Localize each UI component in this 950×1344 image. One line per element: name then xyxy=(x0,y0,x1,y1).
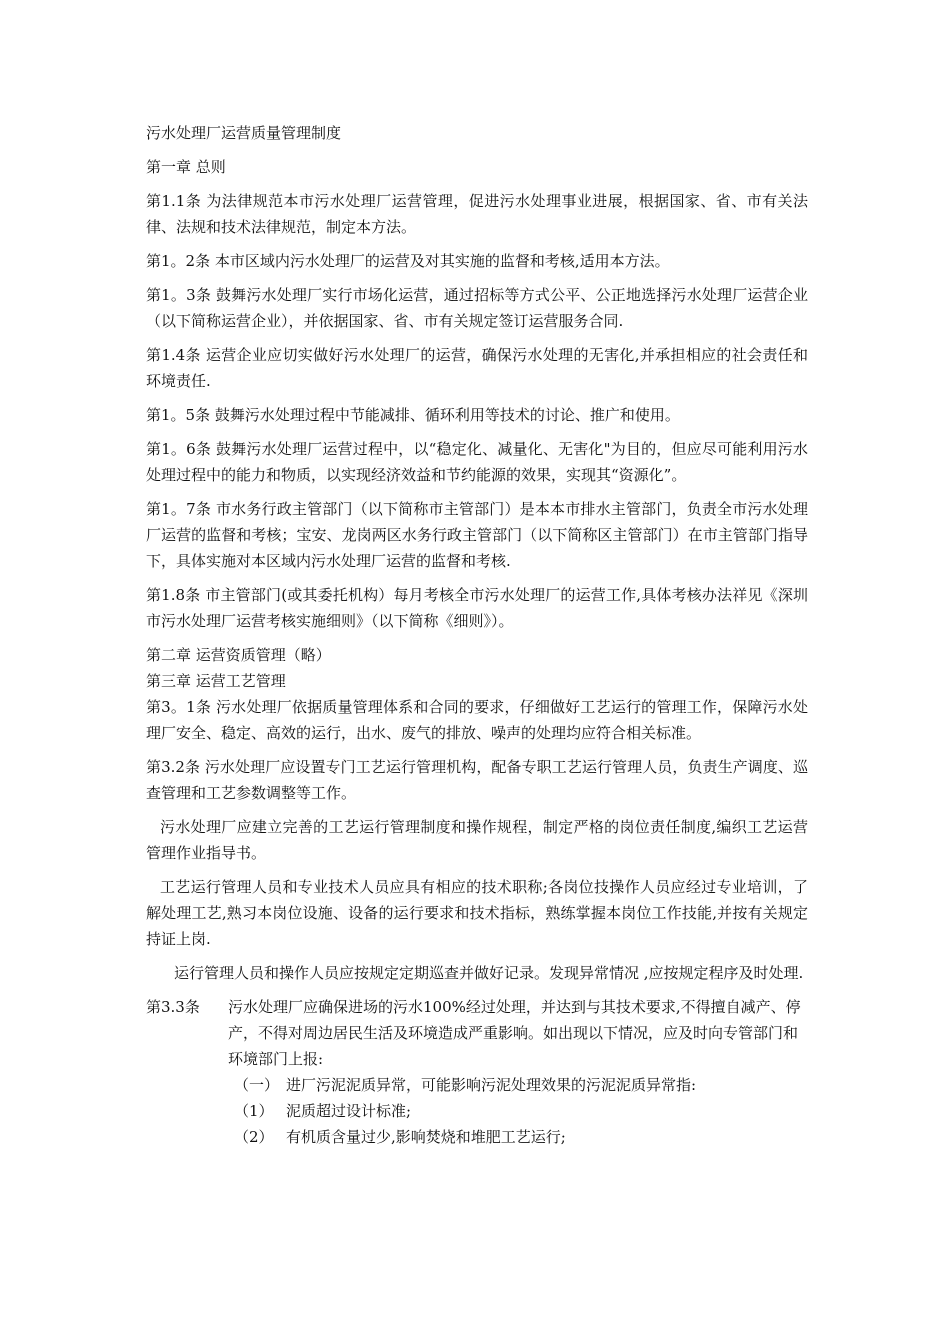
article-3-1: 第3。1条 污水处理厂依据质量管理体系和合同的要求，仔细做好工艺运行的管理工作，保障污水处理厂安全、稳定、高效的运行，出水、废气的排放、噪声的处理均应符合相关标准。 xyxy=(146,698,808,742)
list-item-text: 泥质超过设计标准; xyxy=(286,1102,412,1120)
list-item xyxy=(228,1098,808,1124)
list-item xyxy=(228,1124,808,1150)
article-1-2: 第1。2条 本市区域内污水处理厂的运营及对其实施的监督和考核,适用本方法。 xyxy=(146,252,670,270)
article-1-6: 第1。6条 鼓舞污水处理厂运营过程中，以“稳定化、减量化、无害化"为目的，但应尽可能利用污水处理过程中的能力和物质，以实现经济效益和节约能源的效果，实现其“资源化”。 xyxy=(146,440,808,484)
list-item-text: 有机质含量过少,影响焚烧和堆肥工艺运行; xyxy=(286,1128,566,1146)
chapter-heading-1: 第一章 总则 xyxy=(146,158,226,176)
list-item-number: （1） xyxy=(234,1102,274,1120)
article-3-3-text: 污水处理厂应确保进场的污水100%经过处理，并达到与其技术要求,不得擅自减产、停产，不得对周边居民生活及环境造成严重影响。如出现以下情况，应及时向专管部门和环境部门上报: xyxy=(228,998,801,1068)
article-3-2-paragraph-a: 污水处理厂应建立完善的工艺运行管理制度和操作规程，制定严格的岗位责任制度,编织工艺运营管理作业指导书。 xyxy=(146,818,808,862)
chapter-heading-2: 第二章 运营资质管理（略） xyxy=(146,646,331,664)
list-item-text: 进厂污泥泥质异常，可能影响污泥处理效果的污泥泥质异常指: xyxy=(286,1076,697,1094)
article-1-3: 第1。3条 鼓舞污水处理厂实行市场化运营，通过招标等方式公平、公正地选择污水处理厂运营企业（以下简称运营企业），并依据国家、省、市有关规定签订运营服务合同. xyxy=(146,286,808,330)
list-item-number: （2） xyxy=(234,1128,274,1146)
list-item-number: （一） xyxy=(234,1076,280,1094)
article-1-7: 第1。7条 市水务行政主管部门（以下简称市主管部门）是本本市排水主管部门，负责全市污水处理厂运营的监督和考核；宝安、龙岗两区水务行政主管部门（以下简称区主管部门）在市主管部门指导下，具体实施对本区域内污水处理厂运营的监督和考核. xyxy=(146,500,808,570)
article-1-1: 第1.1条 为法律规范本市污水处理厂运营管理，促进污水处理事业进展，根据国家、省、市有关法律、法规和技术法律规范，制定本方法。 xyxy=(146,192,808,236)
document-page xyxy=(146,120,808,1150)
article-3-3-content xyxy=(228,994,808,1150)
list-item xyxy=(228,1072,808,1098)
article-3-2-paragraph-c: 运行管理人员和操作人员应按规定定期巡查并做好记录。发现异常情况 ,应按规定程序及时处理. xyxy=(174,964,804,982)
article-1-5: 第1。5条 鼓舞污水处理过程中节能减排、循环利用等技术的讨论、推广和使用。 xyxy=(146,406,680,424)
article-1-8: 第1.8条 市主管部门(或其委托机构）每月考核全市污水处理厂的运营工作,具体考核办法祥见《深圳市污水处理厂运营考核实施细则》（以下简称《细则》）。 xyxy=(146,586,808,630)
article-1-4: 第1.4条 运营企业应切实做好污水处理厂的运营，确保污水处理的无害化,并承担相应的社会责任和环境责任. xyxy=(146,346,808,390)
document-title: 污水处理厂运营质量管理制度 xyxy=(146,124,342,142)
article-3-2-paragraph-b: 工艺运行管理人员和专业技术人员应具有相应的技术职称;各岗位技操作人员应经过专业培训，了解处理工艺,熟习本岗位设施、设备的运行要求和技术指标，熟练掌握本岗位工作技能,并按有关规定持证上岗. xyxy=(146,878,808,948)
article-3-2: 第3.2条 污水处理厂应设置专门工艺运行管理机构，配备专职工艺运行管理人员，负责生产调度、巡查管理和工艺参数调整等工作。 xyxy=(146,758,808,802)
article-3-3 xyxy=(146,994,808,1150)
chapter-heading-3: 第三章 运营工艺管理 xyxy=(146,672,286,690)
article-3-3-number: 第3.3条 xyxy=(146,998,200,1016)
